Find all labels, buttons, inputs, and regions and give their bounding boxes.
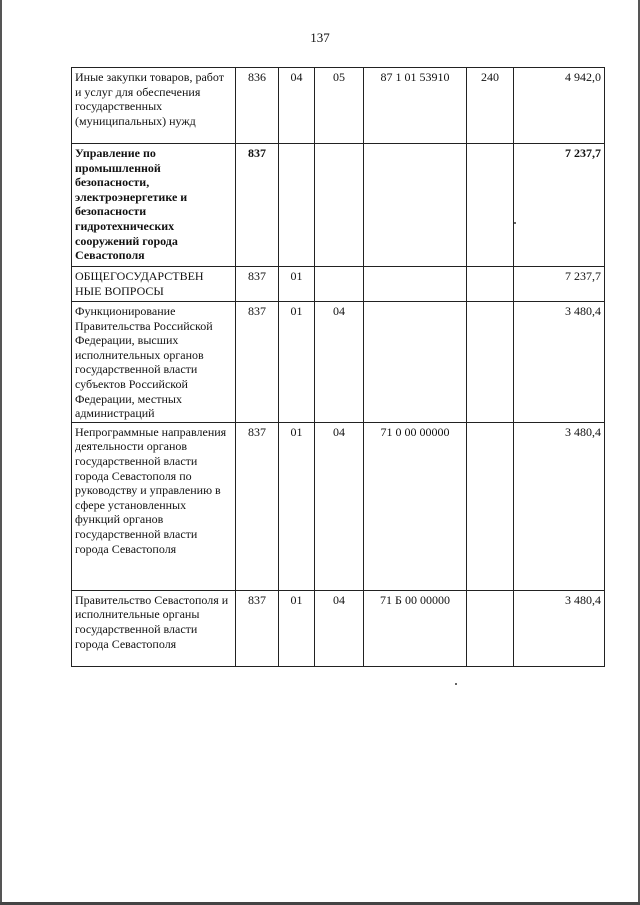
cell-target-code: 71 Б 00 00000 xyxy=(364,590,467,666)
cell-target-code xyxy=(364,302,467,423)
cell-target-code: 71 0 00 00000 xyxy=(364,422,467,590)
table-row xyxy=(72,68,605,144)
cell-amount: 7 237,7 xyxy=(514,144,605,267)
table-row xyxy=(72,144,605,267)
cell-section-code: 01 xyxy=(279,422,315,590)
cell-target-code: 87 1 01 53910 xyxy=(364,68,467,144)
cell-subsection-code: 05 xyxy=(315,68,364,144)
cell-amount: 3 480,4 xyxy=(514,422,605,590)
cell-ministry-code: 837 xyxy=(236,267,279,302)
cell-subsection-code: 04 xyxy=(315,590,364,666)
cell-subsection-code xyxy=(315,144,364,267)
cell-section-code: 01 xyxy=(279,267,315,302)
cell-amount: 4 942,0 xyxy=(514,68,605,144)
cell-amount: 3 480,4 xyxy=(514,302,605,423)
cell-expense-kind xyxy=(467,422,514,590)
cell-subsection-code xyxy=(315,267,364,302)
table-row xyxy=(72,302,605,423)
table-body xyxy=(72,68,605,667)
cell-ministry-code: 836 xyxy=(236,68,279,144)
table-row xyxy=(72,422,605,590)
cell-section-code: 01 xyxy=(279,302,315,423)
cell-expense-kind xyxy=(467,590,514,666)
table-row xyxy=(72,267,605,302)
page-number: 137 xyxy=(310,30,330,45)
cell-ministry-code: 837 xyxy=(236,422,279,590)
cell-target-code xyxy=(364,267,467,302)
cell-target-code xyxy=(364,144,467,267)
scan-edge-left xyxy=(0,0,2,905)
cell-ministry-code: 837 xyxy=(236,590,279,666)
cell-subsection-code: 04 xyxy=(315,422,364,590)
cell-name: Функционирование Правительства Российской Федерации, высших исполнительных органов государственной власти субъектов Российской Федерации, местных администраций xyxy=(72,302,236,423)
cell-ministry-code: 837 xyxy=(236,302,279,423)
cell-expense-kind xyxy=(467,144,514,267)
cell-expense-kind xyxy=(467,267,514,302)
scan-speck xyxy=(455,683,457,685)
cell-amount: 3 480,4 xyxy=(514,590,605,666)
cell-expense-kind: 240 xyxy=(467,68,514,144)
cell-section-code: 04 xyxy=(279,68,315,144)
cell-section-code xyxy=(279,144,315,267)
cell-name: Непрограммные направления деятельности органов государственной власти города Севастополя по руководству и управлению в сфере установленных функций органов государственной власти города Севастополя xyxy=(72,422,236,590)
cell-section-code: 01 xyxy=(279,590,315,666)
cell-name: Иные закупки товаров, работ и услуг для обеспечения государственных (муниципальных) нужд xyxy=(72,68,236,144)
cell-subsection-code: 04 xyxy=(315,302,364,423)
cell-name: Управление по промышленной безопасности, электроэнергетике и безопасности гидротехнических сооружений города Севастополя xyxy=(72,144,236,267)
cell-name: ОБЩЕГОСУДАРСТВЕН НЫЕ ВОПРОСЫ xyxy=(72,267,236,302)
cell-expense-kind xyxy=(467,302,514,423)
cell-amount: 7 237,7 xyxy=(514,267,605,302)
cell-ministry-code: 837 xyxy=(236,144,279,267)
table-row xyxy=(72,590,605,666)
cell-name: Правительство Севастополя и исполнительные органы государственной власти города Севастополя xyxy=(72,590,236,666)
budget-table xyxy=(71,67,605,667)
